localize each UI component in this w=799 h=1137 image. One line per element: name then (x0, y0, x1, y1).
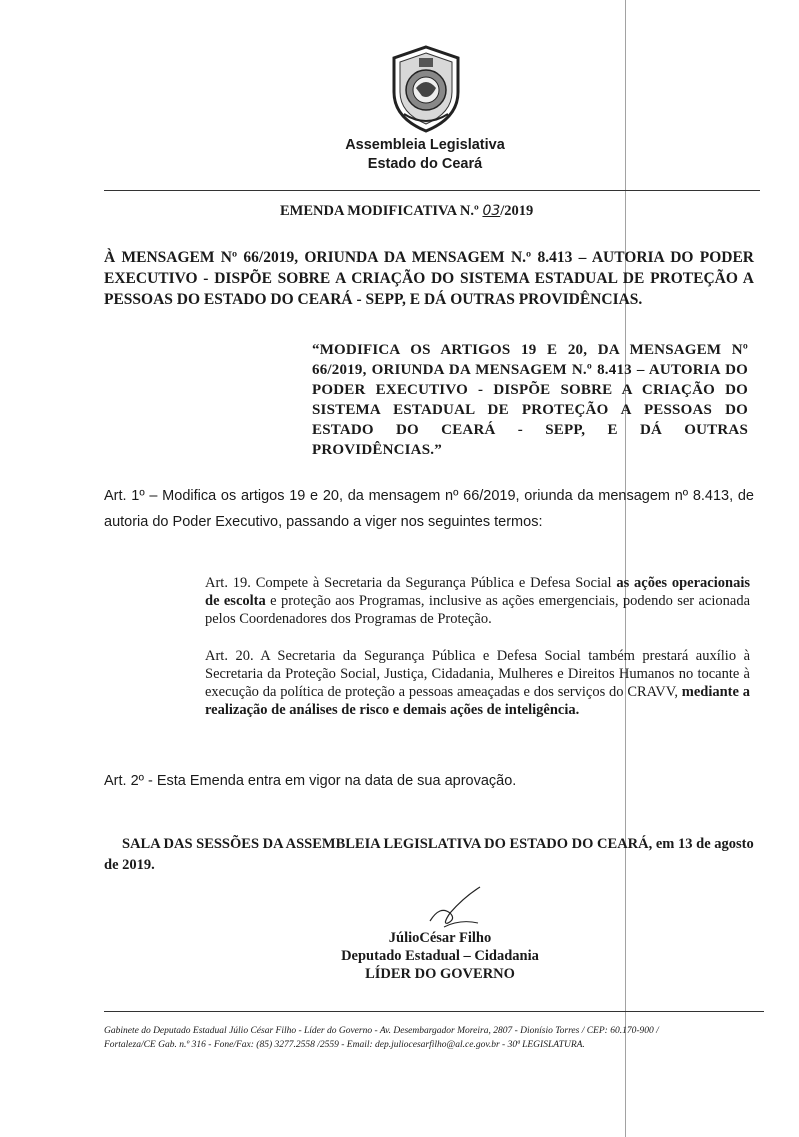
ceara-coat-of-arms-seal (386, 44, 466, 134)
article-20-text (205, 647, 750, 719)
signatory-block (300, 929, 580, 983)
session-statement: SALA DAS SESSÕES DA ASSEMBLEIA LEGISLATIVA DO ESTADO DO CEARÁ, em 13 de agosto de 2019. (104, 836, 754, 873)
footer-address (104, 1024, 764, 1052)
signatory-name: JúlioCésar Filho (388, 930, 492, 946)
handwritten-signature (420, 883, 500, 933)
title-number: 03 (482, 203, 501, 219)
title-suffix: /2019 (500, 203, 534, 219)
amendment-quote: “MODIFICA OS ARTIGOS 19 E 20, DA MENSAGEM Nº 66/2019, ORIUNDA DA MENSAGEM N.º 8.413 – AUTORIA DO PODER EXECUTIVO - DISPÕE SOBRE A CRIAÇÃO DO SISTEMA ESTADUAL DE PROTEÇÃO A PESSOAS DO ESTADO DO CEARÁ - SEPP, E DÁ OUTRAS PROVIDÊNCIAS.” (312, 342, 748, 458)
footer-divider (104, 1011, 764, 1012)
article-19-text (205, 574, 750, 628)
scan-crease-line (625, 0, 626, 1137)
article-2: Art. 2º - Esta Emenda entra em vigor na data de sua aprovação. (104, 773, 517, 789)
art20-bold-part: mediante a realização de análises de risco e demais ações de inteligência. (205, 684, 750, 718)
signatory-title: LÍDER DO GOVERNO (365, 966, 515, 982)
title-prefix: EMENDA MODIFICATIVA N.º (280, 203, 479, 219)
amendment-title (280, 203, 533, 220)
organization-state: Estado do Ceará (367, 156, 483, 172)
signatory-role: Deputado Estadual – Cidadania (341, 948, 539, 964)
amendment-ementa: À MENSAGEM Nº 66/2019, ORIUNDA DA MENSAGEM N.º 8.413 – AUTORIA DO PODER EXECUTIVO - DISPÕE SOBRE A CRIAÇÃO DO SISTEMA ESTADUAL DE PROTEÇÃO A PESSOAS DO ESTADO DO CEARÁ - SEPP, E DÁ OUTRAS PROVIDÊNCIAS. (104, 249, 754, 308)
art20-part-a: Art. 20. A Secretaria da Segurança Pública e Defesa Social também prestará auxílio à Secretaria da Proteção Social, Justiça, Cidadania, Mulheres e Direitos Humanos no tocante à execução da política de proteção a pessoas ameaçadas e dos serviços do CRAVV, (205, 648, 750, 700)
organization-name: Assembleia Legislativa (345, 137, 505, 153)
art19-bold-part: as ações operacionais de escolta (205, 575, 750, 609)
footer-line-1: Gabinete do Deputado Estadual Júlio César Filho - Líder do Governo - Av. Desembargador Moreira, 2807 - Dionísio Torres / CEP: 60.170-900 / (104, 1026, 659, 1036)
header-divider (104, 190, 760, 191)
footer-line-2: Fortaleza/CE Gab. n.º 316 - Fone/Fax: (85) 3277.2558 /2559 - Email: dep.juliocesarfilho@al.ce.gov.br - 30ª LEGISLATURA. (104, 1040, 585, 1050)
article-1: Art. 1º – Modifica os artigos 19 e 20, da mensagem nº 66/2019, oriunda da mensagem nº 8.413, de autoria do Poder Executivo, passando a viger nos seguintes termos: (104, 488, 754, 530)
art19-part-d: proteção aos Programas, inclusive as ações emergenciais, podendo ser acionada pelos Coordenadores dos Programas de Proteção. (205, 593, 751, 627)
art19-part-c: e (265, 593, 281, 609)
art19-part-a: Art. 19. Compete à Secretaria da Segurança Pública e Defesa Social (205, 575, 617, 591)
